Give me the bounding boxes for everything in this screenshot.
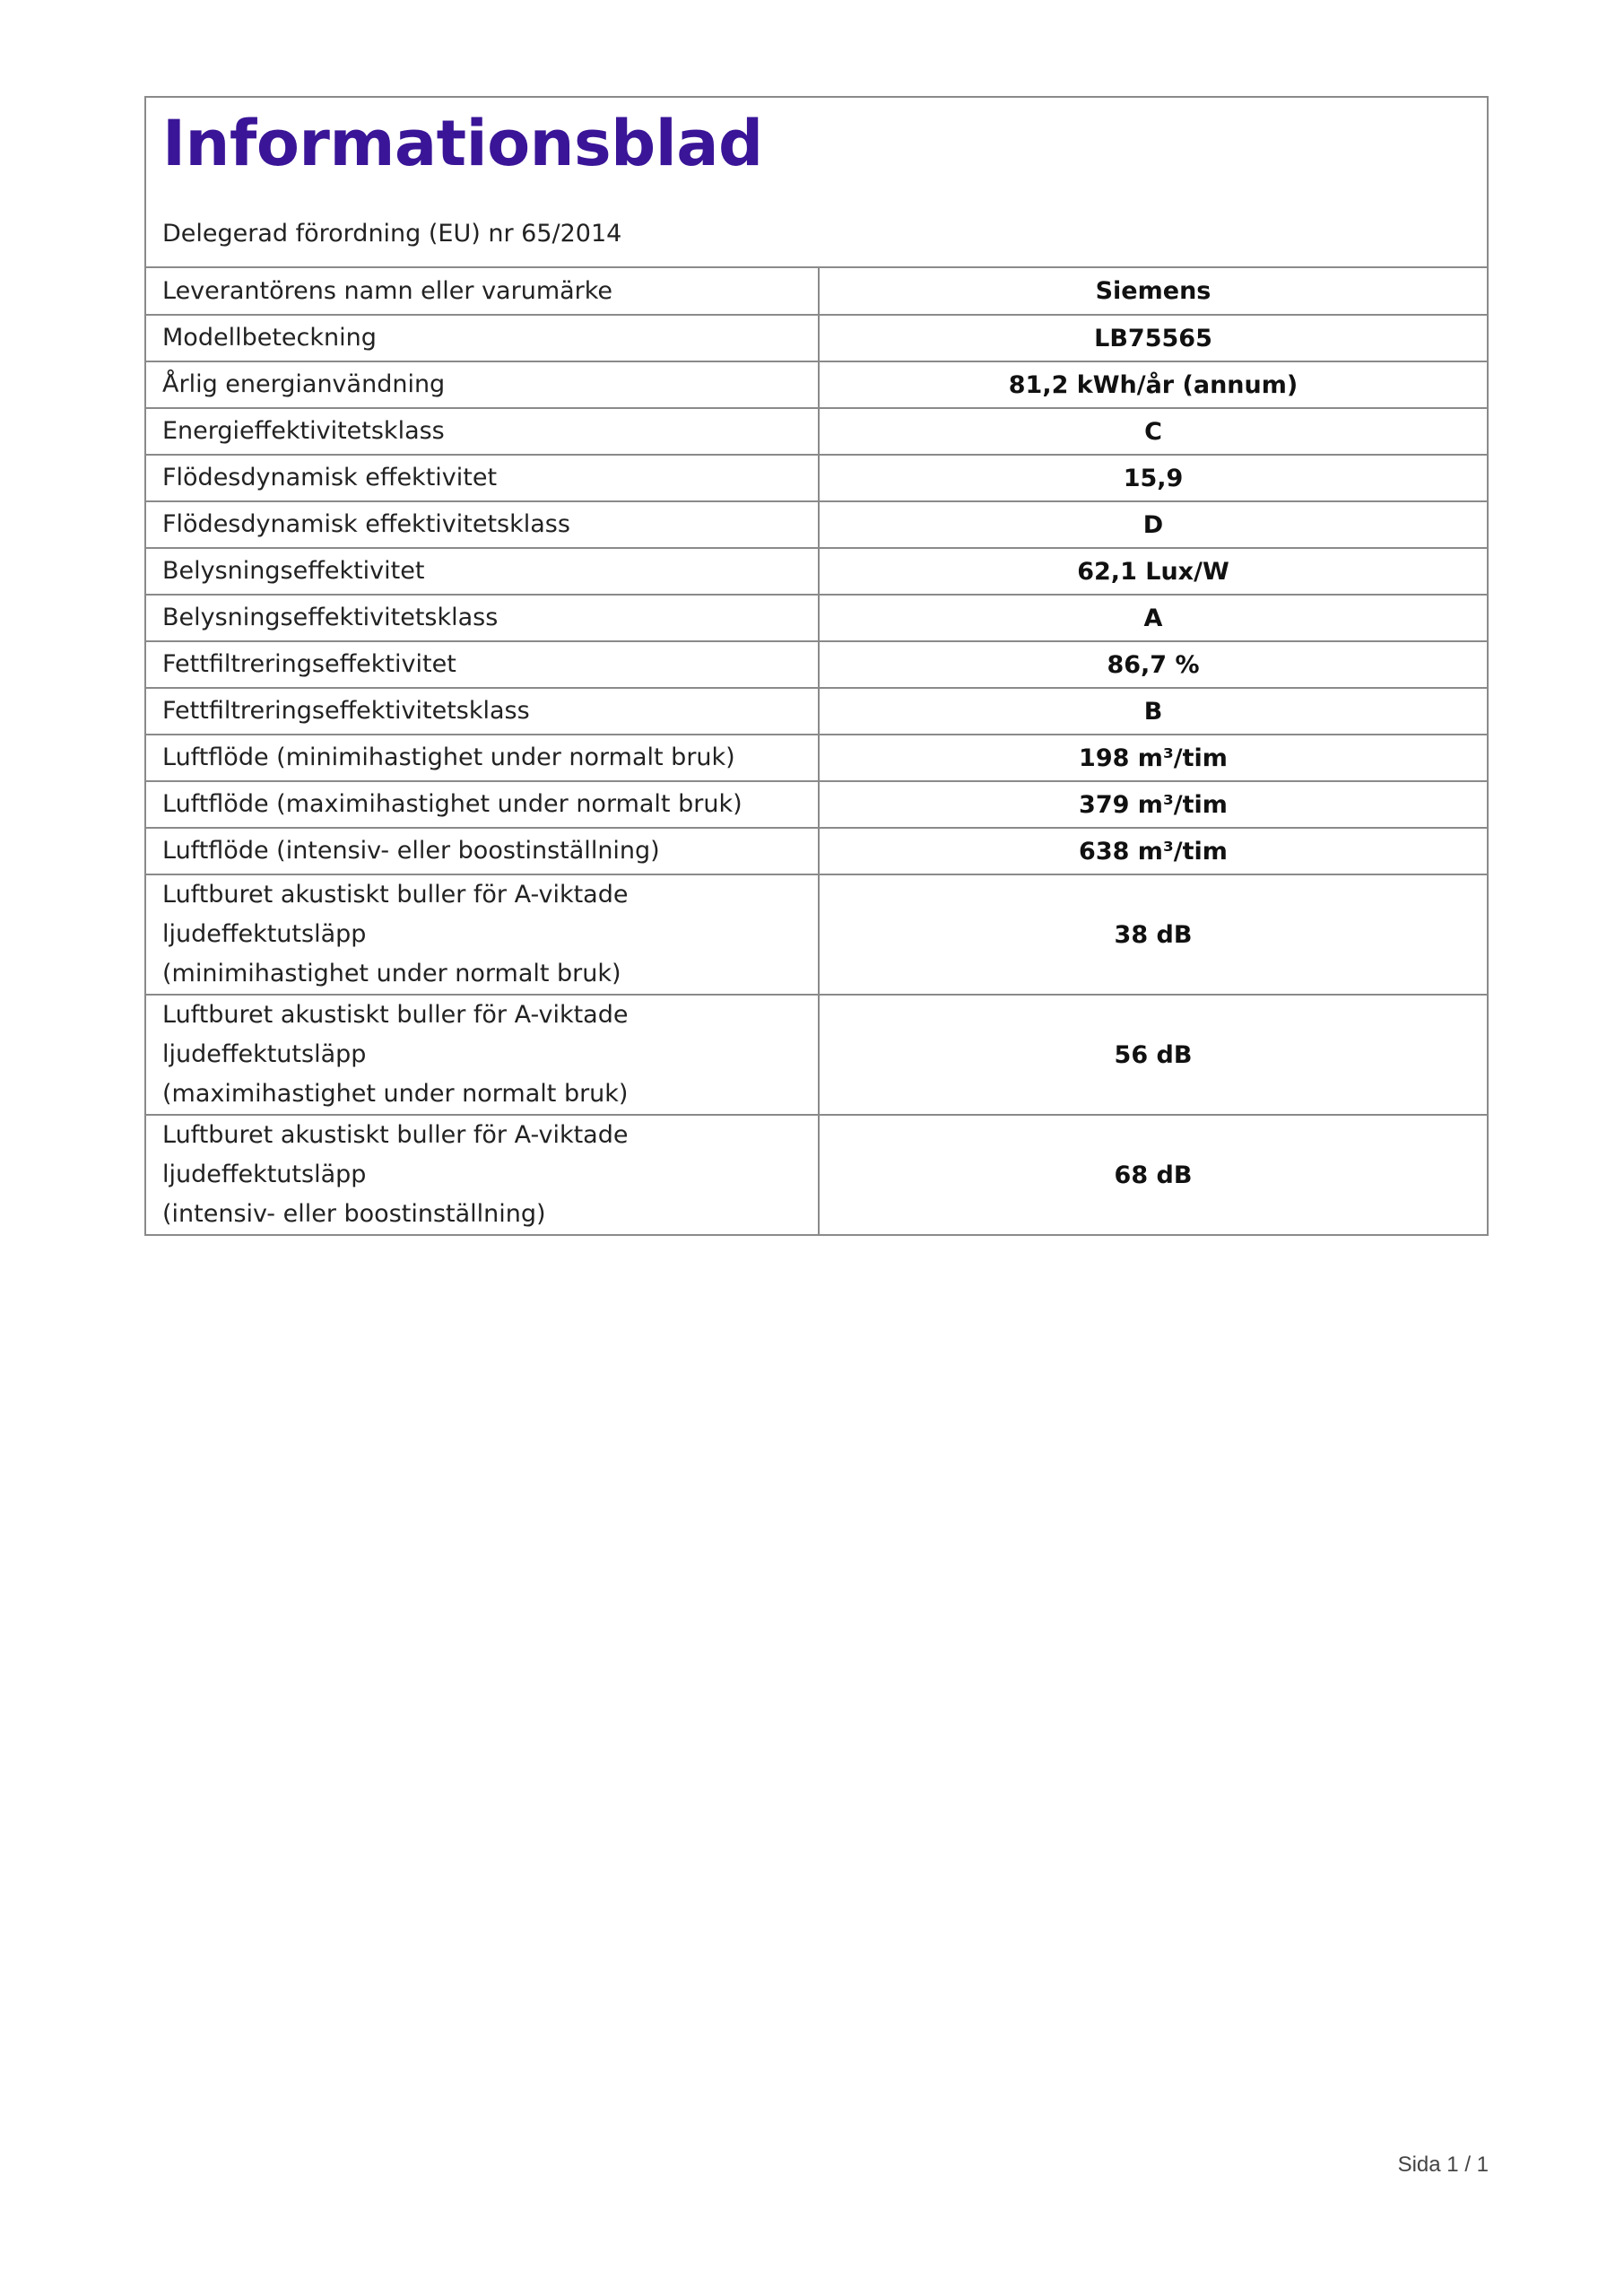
table-row	[146, 595, 1487, 641]
row-label: Modellbeteckning	[146, 315, 819, 361]
row-value: 86,7 %	[819, 641, 1487, 688]
row-value: 81,2 kWh/år (annum)	[819, 361, 1487, 408]
information-sheet	[144, 96, 1489, 1236]
table-row	[146, 874, 1487, 995]
row-label-line: Luftburet akustiskt buller för A-viktade ljudeffektutsläpp	[162, 1001, 629, 1068]
table-row	[146, 268, 1487, 315]
row-value: A	[819, 595, 1487, 641]
table-row	[146, 688, 1487, 735]
row-value: B	[819, 688, 1487, 735]
table-row	[146, 828, 1487, 874]
table-row	[146, 455, 1487, 501]
row-label: Leverantörens namn eller varumärke	[146, 268, 819, 315]
spec-table	[146, 268, 1487, 1234]
row-value: D	[819, 501, 1487, 548]
table-row	[146, 995, 1487, 1115]
page-number: Sida 1 / 1	[1397, 2152, 1489, 2177]
row-label: Energieffektivitetsklass	[146, 408, 819, 455]
table-row	[146, 1115, 1487, 1234]
row-value: 379 m³/tim	[819, 781, 1487, 828]
row-label: Årlig energianvändning	[146, 361, 819, 408]
row-label-line: (maximihastighet under normalt bruk)	[162, 1080, 629, 1108]
row-label-line: (minimihastighet under normalt bruk)	[162, 960, 621, 987]
row-value: 15,9	[819, 455, 1487, 501]
regulation-subtitle: Delegerad förordning (EU) nr 65/2014	[162, 220, 622, 248]
row-value: Siemens	[1095, 277, 1211, 305]
row-label-line: (intensiv- eller boostinställning)	[162, 1200, 546, 1228]
table-row	[146, 781, 1487, 828]
row-label: Belysningseffektivitetsklass	[146, 595, 819, 641]
row-value: LB75565	[819, 315, 1487, 361]
row-label: Fettfiltreringseffektivitet	[146, 641, 819, 688]
table-row	[146, 501, 1487, 548]
row-value: 68 dB	[819, 1115, 1487, 1234]
sheet-header	[146, 98, 1487, 268]
row-label: Belysningseffektivitet	[146, 548, 819, 595]
table-row	[146, 361, 1487, 408]
row-label: Flödesdynamisk effektivitetsklass	[146, 501, 819, 548]
row-label: Luftflöde (minimihastighet under normalt bruk)	[146, 735, 819, 781]
row-value: 62,1 Lux/W	[819, 548, 1487, 595]
row-label-line: Luftburet akustiskt buller för A-viktade ljudeffektutsläpp	[162, 1121, 629, 1188]
row-value: 198 m³/tim	[819, 735, 1487, 781]
row-label-line: Luftburet akustiskt buller för A-viktade ljudeffektutsläpp	[162, 881, 629, 948]
row-value: C	[819, 408, 1487, 455]
row-label	[146, 995, 819, 1115]
row-label: Fettfiltreringseffektivitetsklass	[146, 688, 819, 735]
row-value: 38 dB	[819, 874, 1487, 995]
table-row	[146, 641, 1487, 688]
table-row	[146, 315, 1487, 361]
row-label	[146, 1115, 819, 1234]
row-value: 638 m³/tim	[819, 828, 1487, 874]
table-row	[146, 548, 1487, 595]
row-value: 56 dB	[819, 995, 1487, 1115]
page-title: Informationsblad	[162, 107, 763, 180]
table-row	[146, 408, 1487, 455]
row-label: Luftflöde (maximihastighet under normalt bruk)	[146, 781, 819, 828]
row-label: Luftflöde (intensiv- eller boostinställning)	[146, 828, 819, 874]
row-label: Flödesdynamisk effektivitet	[146, 455, 819, 501]
row-label	[146, 874, 819, 995]
table-row	[146, 735, 1487, 781]
